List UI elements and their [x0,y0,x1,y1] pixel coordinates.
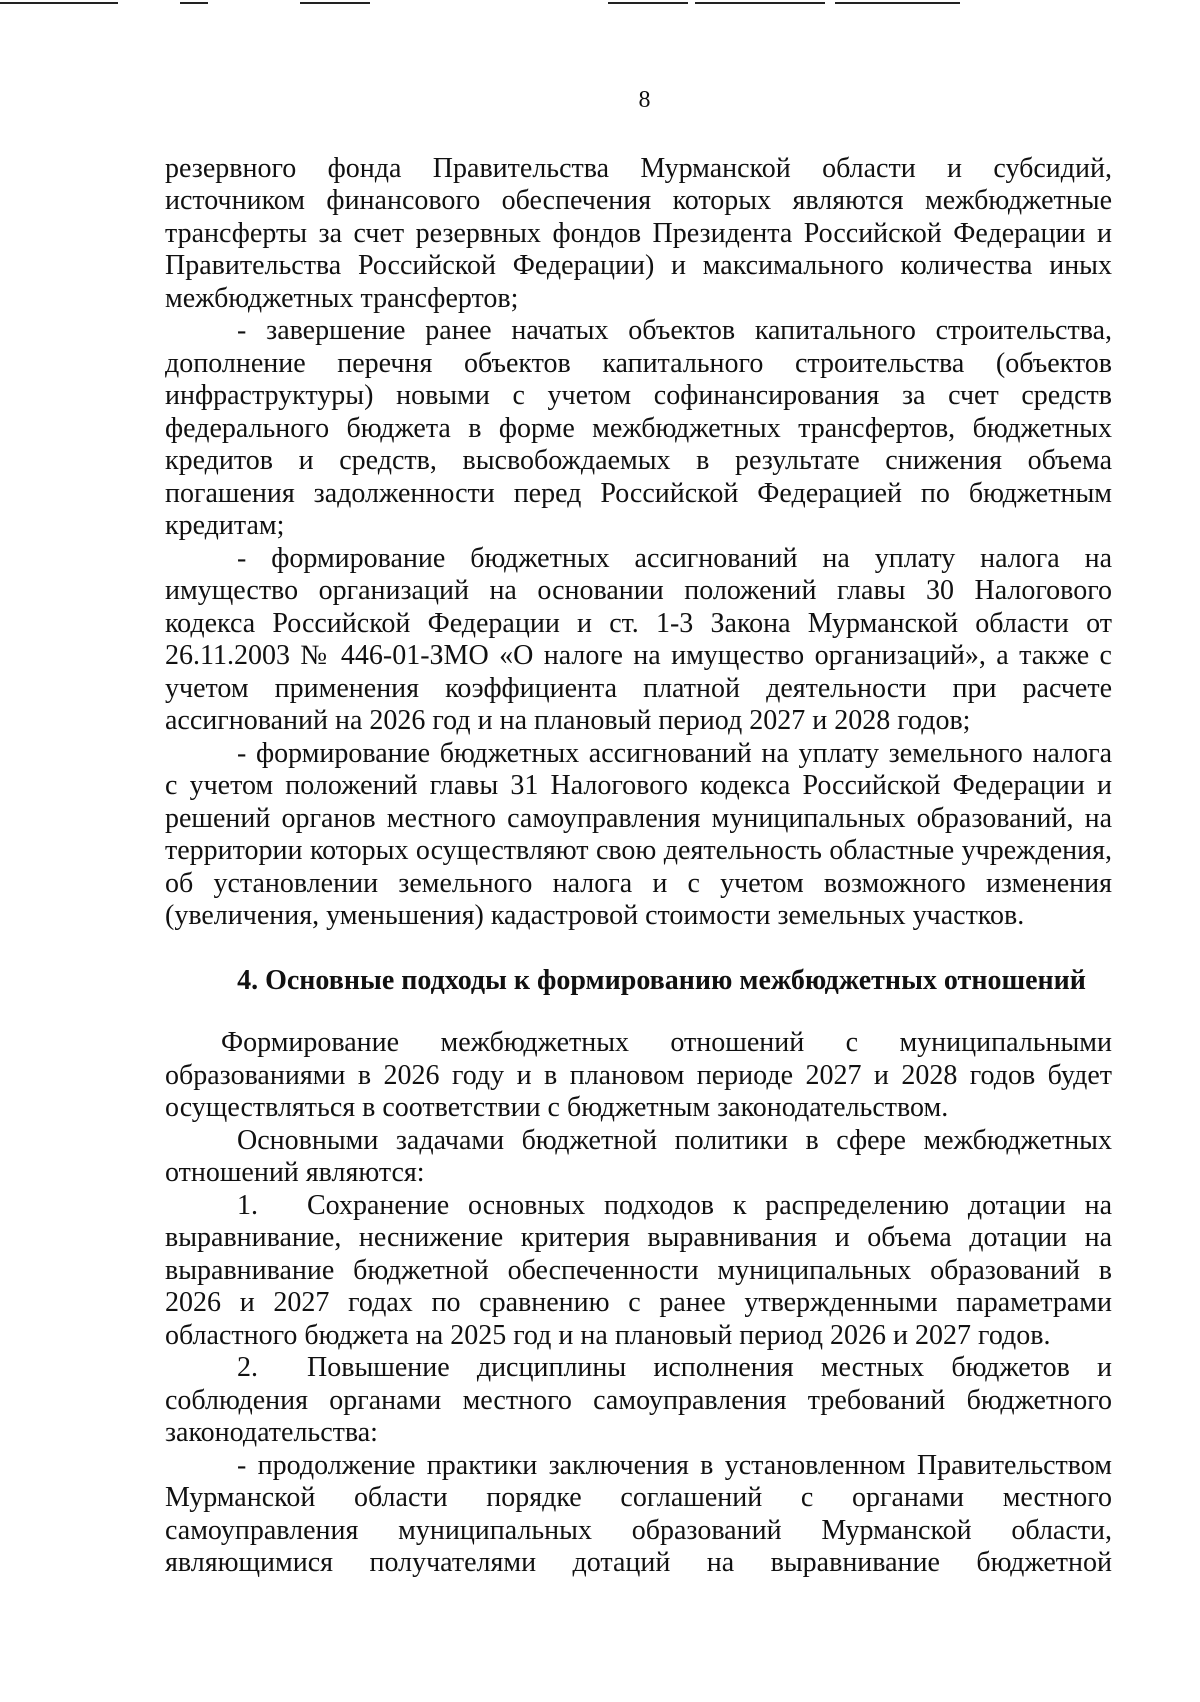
paragraph-reserve-fund: резервного фонда Правительства Мурманской области и субсидий, источником финансового обеспечения которых являются межбюджетные трансферты за счет резервных фондов Президента Российской Федерации и Правительства Российской Федерации) и максимального количества иных межбюджетных трансфертов; [165,152,1112,314]
list-item-text: Повышение дисциплины исполнения местных бюджетов и соблюдения органами местного самоуправления требований бюджетного законодательства: [165,1352,1112,1448]
list-item-number: 1. [237,1189,258,1221]
paragraph-land-tax: - формирование бюджетных ассигнований на уплату земельного налога с учетом положений главы 31 Налогового кодекса Российской Федерации и решений органов местного самоуправления муниципальных образований, на территории которых осуществляют свою деятельность областные учреждения, об установлении земельного налога и с учетом возможного изменения (увеличения, уменьшения) кадастровой стоимости земельных участков. [165,737,1112,931]
document-page [165,84,1112,1580]
paragraph-interbudget-formation: Формирование межбюджетных отношений с муниципальными образованиями в 2026 году и в плановом периоде 2027 и 2028 годов будет осуществляться в соответствии с бюджетным законодательством. [165,1027,1112,1123]
paragraph-main-tasks: Основными задачами бюджетной политики в сфере межбюджетных отношений являются: [165,1124,1112,1188]
list-item-number: 2. [237,1352,258,1383]
scan-edge-marks [0,0,1200,8]
section-heading: 4. Основные подходы к формированию межбюджетных отношений [237,964,1086,996]
list-item-text: Сохранение основных подходов к распределению дотации на выравнивание, неснижение критерия выравнивания и объема дотации на выравнивание бюджетной обеспеченности муниципальных образований в 2026 и 2027 годах по сравнению с ранее утвержденными параметрами областного бюджета на 2025 год и на плановый период 2026 и 2027 годов. [165,1189,1112,1351]
paragraph-capital-construction: - завершение ранее начатых объектов капитального строительства, дополнение перечня объектов капитального строительства (объектов инфраструктуры) новыми с учетом софинансирования за счет средств федерального бюджета в форме межбюджетных трансфертов, бюджетных кредитов и средств, высвобождаемых в результате снижения объема погашения задолженности перед Российской Федерацией по бюджетным кредитам; [165,315,1112,541]
list-item [165,1352,1112,1450]
paragraph-property-tax: - формирование бюджетных ассигнований на уплату налога на имущество организаций на основании положений главы 30 Налогового кодекса Российской Федерации и ст. 1-3 Закона Мурманской области от 26.11.2003 № 446-01-ЗМО «О налоге на имущество организаций», а также с учетом применения коэффициента платной деятельности при расчете ассигнований на 2026 год и на плановый период 2027 и 2028 годов; [165,542,1112,736]
page-number: 8 [638,87,651,113]
paragraph-agreements: - продолжение практики заключения в установленном Правительством Мурманской области порядке соглашений с органами местного самоуправления муниципальных образований Мурманской области, являющимися получателями дотаций на выравнивание бюджетной [165,1449,1112,1578]
list-item [165,1190,1112,1353]
